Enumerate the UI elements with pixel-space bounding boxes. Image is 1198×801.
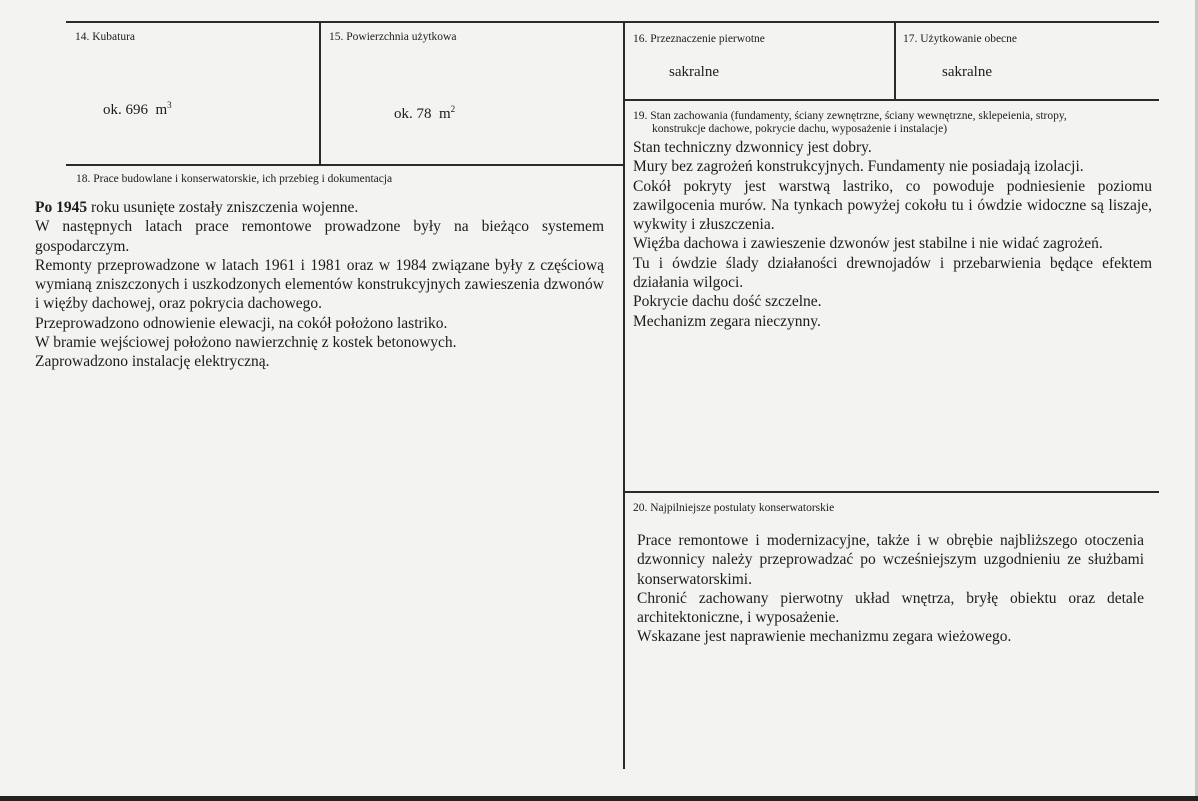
- field-20-paragraph: Prace remontowe i modernizacyjne, także i w obrębie najbliższego otoczenia dzwonnicy należy przeprowadzać po wcześniejszym uzgodnieniu ze służbami konserwatorskimi.: [637, 532, 1144, 588]
- field-15-value: [394, 106, 455, 123]
- field-18-intro-text: roku usunięte zostały zniszczenia wojenne.: [87, 199, 359, 216]
- field-18-paragraph: W bramie wejściowej położono nawierzchnię z kostek betonowych.: [35, 334, 457, 352]
- field-14-amount: ok. 696: [103, 102, 148, 118]
- field-18-label: 18. Prace budowlane i konserwatorskie, ich przebieg i dokumentacja: [76, 173, 393, 185]
- field-17-label: 17. Użytkowanie obecne: [903, 33, 1018, 45]
- rule-above-18: [66, 164, 624, 166]
- field-15-label: 15. Powierzchnia użytkowa: [329, 31, 457, 43]
- field-20-paragraph: Chronić zachowany pierwotny układ wnętrza, bryłę obiektu oraz detale architektoniczne, i wyposażenie.: [637, 589, 1144, 627]
- field-14-exponent: 3: [167, 100, 172, 110]
- field-14-value: [103, 102, 172, 119]
- field-15-exponent: 2: [450, 104, 456, 114]
- field-20-label: 20. Najpilniejsze postulaty konserwatorskie: [633, 502, 835, 514]
- field-19-label-line1: 19. Stan zachowania (fundamenty, ściany zewnętrzne, ściany wewnętrzne, sklepeienia, stropy,: [633, 110, 1067, 122]
- field-18-intro: [35, 198, 604, 217]
- field-19-text: [633, 138, 1152, 331]
- field-18-paragraph: Przeprowadzono odnowienie elewacji, na cokół położono lastriko.: [35, 314, 448, 332]
- field-19-paragraph: Pokrycie dachu dość szczelne.: [633, 293, 822, 311]
- field-18-paragraph: W następnych latach prace remontowe prowadzone były na bieżąco systemem gospodarczym.: [35, 218, 604, 255]
- field-15-unit: m: [439, 106, 451, 122]
- field-19-label-line2: konstrukcje dachowe, pokrycie dachu, wyposażenie i instalacje): [652, 123, 948, 135]
- field-18-paragraph: Remonty przeprowadzone w latach 1961 i 1981 oraz w 1984 związane były z częściową wymianą zniszczonych i uszkodzonych elementów konstrukcyjnych zawieszenia dzwonów i więźby dachowej, oraz pokrycia dachowego.: [35, 256, 604, 313]
- field-19-paragraph: Tu i ówdzie ślady działaności drewnojadów i przebarwienia będące efektem działania wilgoci.: [633, 254, 1152, 292]
- field-19-paragraph: Więźba dachowa i zawieszenie dzwonów jest stabilne i nie widać zagrożeń.: [633, 235, 1103, 253]
- divider-16-17: [894, 22, 896, 100]
- field-19-paragraph: Mury bez zagrożeń konstrukcyjnych. Fundamenty nie posiadają izolacji.: [633, 158, 1084, 176]
- divider-14-15: [319, 22, 321, 165]
- field-14-unit: m: [155, 102, 168, 118]
- top-rule: [66, 21, 1159, 23]
- rule-below-16-17: [624, 99, 1159, 101]
- field-19-paragraph: Mechanizm zegara nieczynny.: [633, 312, 821, 330]
- field-18-paragraph: Zaprowadzono instalację elektryczną.: [35, 353, 270, 371]
- center-divider: [623, 22, 625, 769]
- field-16-value: sakralne: [669, 64, 719, 80]
- field-15-amount: ok. 78: [394, 106, 432, 122]
- field-16-label: 16. Przeznaczenie pierwotne: [633, 33, 765, 45]
- rule-above-20: [624, 491, 1159, 493]
- field-20-text: [637, 531, 1144, 647]
- scan-bottom-edge: [0, 796, 1198, 801]
- field-19-paragraph: Stan techniczny dzwonnicy jest dobry.: [633, 139, 872, 156]
- field-18-text: [35, 198, 604, 372]
- field-20-paragraph: Wskazane jest naprawienie mechanizmu zegara wieżowego.: [637, 628, 1012, 646]
- field-14-label: 14. Kubatura: [75, 31, 136, 43]
- field-18-intro-year: Po 1945: [35, 199, 88, 216]
- field-19-paragraph: Cokół pokryty jest warstwą lastriko, co powoduje podniesienie poziomu zawilgocenia murów. Na tynkach powyżej cokołu tu i ówdzie widoczne są liszaje, wykwity i złuszczenia.: [633, 177, 1152, 234]
- field-17-value: sakralne: [942, 64, 992, 80]
